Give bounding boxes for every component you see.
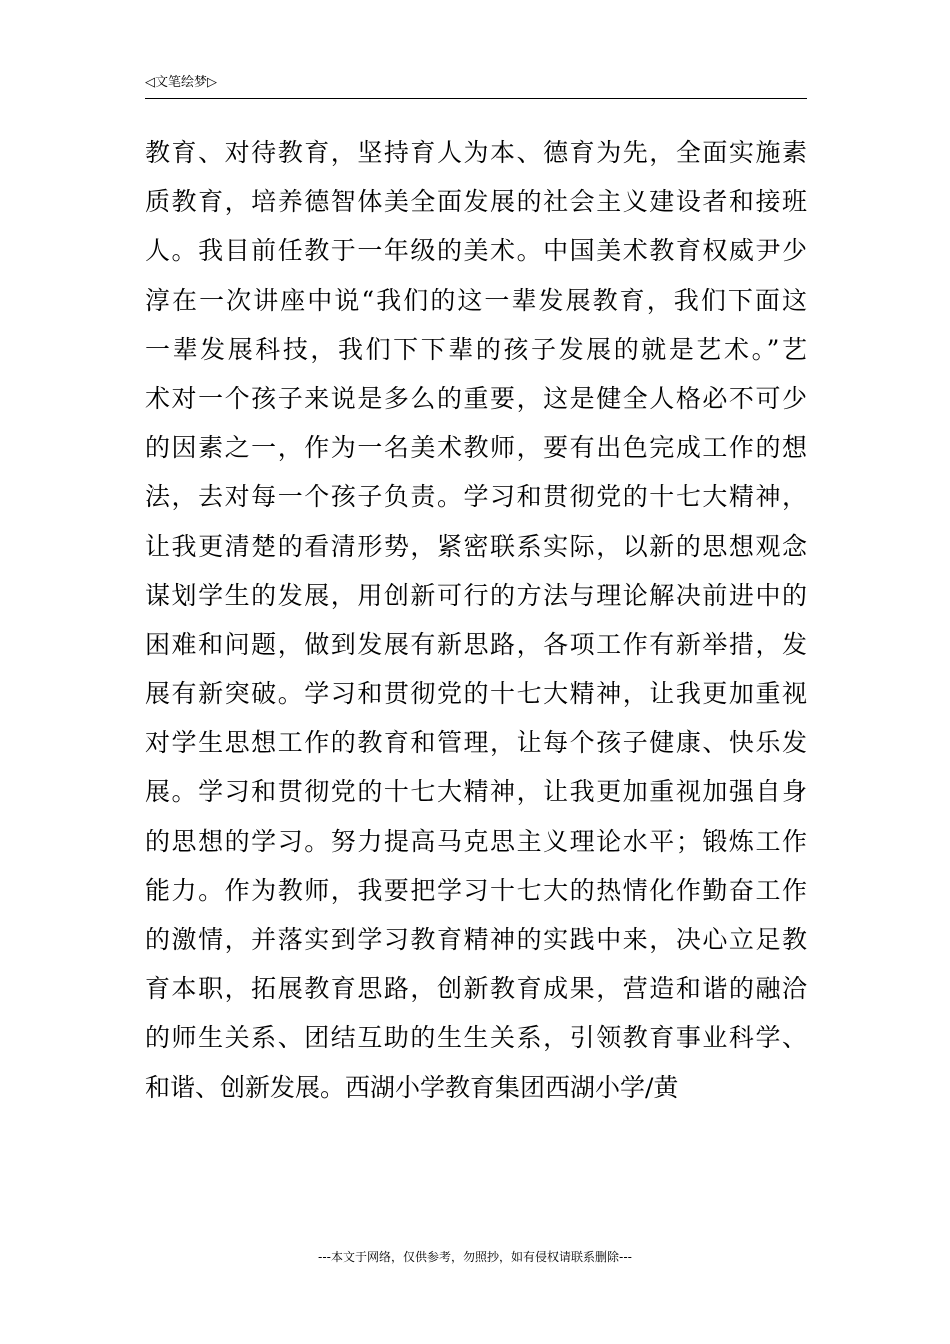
- text-line: 对学生思想工作的教育和管理，让每个孩子健康、快乐发: [145, 728, 807, 758]
- text-line: 法，去对每一个孩子负责。学习和贯彻党的十七大精神，: [145, 482, 807, 512]
- text-line: 淳在一次讲座中说“我们的这一辈发展教育，我们下面这: [145, 285, 807, 315]
- text-line-last: 和谐、创新发展。西湖小学教育集团西湖小学/黄: [145, 1072, 679, 1102]
- text-line: 质教育，培养德智体美全面发展的社会主义建设者和接班: [145, 187, 807, 217]
- text-line: 育本职，拓展教育思路，创新教育成果，营造和谐的融洽: [145, 974, 807, 1004]
- text-line: 的思想的学习。努力提高马克思主义理论水平；锻炼工作: [145, 826, 807, 856]
- header-title: ◁文笔绘梦▷: [145, 75, 217, 90]
- text-line: 术对一个孩子来说是多么的重要，这是健全人格必不可少: [145, 383, 807, 413]
- document-body: [145, 128, 807, 1112]
- page-footer-disclaimer: ---本文于网络，仅供参考，勿照抄，如有侵权请联系删除---: [318, 1250, 632, 1264]
- text-line: 困难和问题，做到发展有新思路，各项工作有新举措，发: [145, 629, 807, 659]
- text-line: 人。我目前任教于一年级的美术。中国美术教育权威尹少: [145, 236, 807, 266]
- text-line: 谋划学生的发展，用创新可行的方法与理论解决前进中的: [145, 580, 807, 610]
- page-header: [145, 74, 807, 99]
- text-line: 展。学习和贯彻党的十七大精神，让我更加重视加强自身: [145, 777, 807, 807]
- text-line: 教育、对待教育，坚持育人为本、德育为先，全面实施素: [145, 138, 807, 167]
- text-line: 的因素之一，作为一名美术教师，要有出色完成工作的想: [145, 433, 807, 463]
- text-line: 一辈发展科技，我们下下辈的孩子发展的就是艺术。”艺: [145, 334, 807, 364]
- text-line: 的激情，并落实到学习教育精神的实践中来，决心立足教: [145, 925, 807, 954]
- text-line: 展有新突破。学习和贯彻党的十七大精神，让我更加重视: [145, 679, 807, 709]
- text-line: 的师生关系、团结互助的生生关系，引领教育事业科学、: [145, 1023, 807, 1053]
- text-line: 能力。作为教师，我要把学习十七大的热情化作勤奋工作: [145, 875, 807, 905]
- text-line: 让我更清楚的看清形势，紧密联系实际，以新的思想观念: [145, 531, 807, 561]
